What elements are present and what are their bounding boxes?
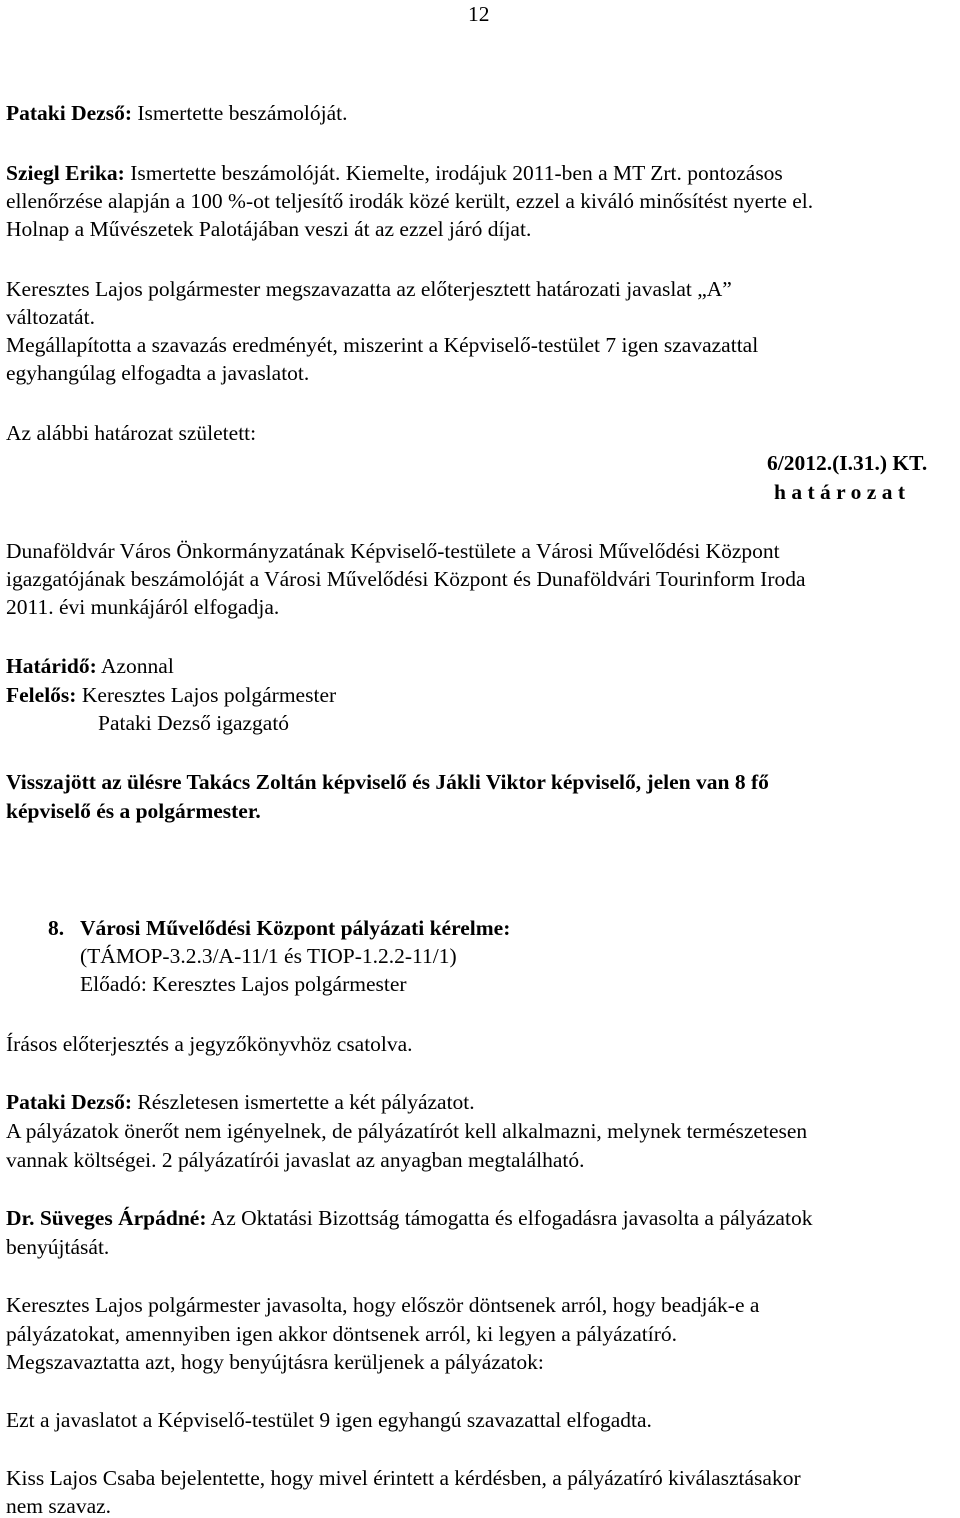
deadline-label: Határidő: — [6, 654, 97, 678]
responsible-line-2: Pataki Dezső igazgató — [98, 711, 290, 735]
paragraph-vote-line-1: Keresztes Lajos polgármester megszavazatta az előterjesztett határozati javaslat „A” — [6, 277, 732, 301]
agenda-item-subtitle: (TÁMOP-3.2.3/A-11/1 és TIOP-1.2.2-11/1) — [80, 944, 457, 968]
paragraph-pataki-detail — [6, 1092, 475, 1114]
resolution-text-line-2: igazgatójának beszámolóját a Városi Művelődési Központ és Dunaföldvári Tourinform Iroda — [6, 567, 806, 591]
responsible-value: Keresztes Lajos polgármester — [76, 683, 337, 707]
paragraph-vote-line-2: változatát. — [6, 305, 95, 329]
resolution-intro: Az alábbi határozat született: — [6, 421, 257, 445]
paragraph-text: Részletesen ismertette a két pályázatot. — [132, 1090, 475, 1114]
page-number: 12 — [468, 2, 490, 26]
paragraph-mayor-line-1: Keresztes Lajos polgármester javasolta, hogy először döntsenek arról, hogy beadják-e a — [6, 1293, 760, 1317]
paragraph-pataki-line-2: A pályázatok önerőt nem igényelnek, de pályázatírót kell alkalmazni, melynek természetesen — [6, 1119, 808, 1143]
paragraph-sziegl-line-2: ellenőrzése alapján a 100 %-ot teljesítő irodák közé került, ezzel a kiváló minősítést nyerte el. — [6, 189, 814, 213]
agenda-item-number: 8. — [48, 916, 65, 940]
speaker-name: Sziegl Erika: — [6, 161, 125, 185]
paragraph-sziegl-line-3: Holnap a Művészetek Palotájában veszi át az ezzel járó díjat. — [6, 217, 532, 241]
paragraph-pataki-line-3: vannak költségei. 2 pályázatírói javaslat az anyagban megtalálható. — [6, 1148, 585, 1172]
paragraph-suveges — [6, 1208, 812, 1230]
speaker-name: Pataki Dezső: — [6, 101, 132, 125]
written-proposal-note: Írásos előterjesztés a jegyzőkönyvhöz csatolva. — [6, 1032, 413, 1056]
paragraph-vote-result: Ezt a javaslatot a Képviselő-testület 9 igen egyhangú szavazattal elfogadta. — [6, 1408, 652, 1432]
notice-line-1: Visszajött az ülésre Takács Zoltán képviselő és Jákli Viktor képviselő, jelen van 8 fő — [6, 770, 769, 794]
paragraph-vote-line-3: Megállapította a szavazás eredményét, miszerint a Képviselő-testület 7 igen szavazattal — [6, 333, 759, 357]
responsible-label: Felelős: — [6, 683, 77, 707]
paragraph-pataki-report — [6, 103, 348, 125]
paragraph-suveges-line-2: benyújtását. — [6, 1235, 110, 1259]
agenda-item-presenter: Előadó: Keresztes Lajos polgármester — [80, 972, 407, 996]
paragraph-text: Ismertette beszámolóját. Kiemelte, irodájuk 2011-ben a MT Zrt. pontozásos — [124, 161, 783, 185]
paragraph-text: Ismertette beszámolóját. — [132, 101, 348, 125]
paragraph-kiss-line-1: Kiss Lajos Csaba bejelentette, hogy mivel érintett a kérdésben, a pályázatíró kiválasztásakor — [6, 1466, 801, 1490]
speaker-name: Dr. Süveges Árpádné: — [6, 1206, 207, 1230]
paragraph-mayor-line-2: pályázatokat, amennyiben igen akkor döntsenek arról, ki legyen a pályázatíró. — [6, 1322, 678, 1346]
paragraph-kiss-line-2: nem szavaz. — [6, 1494, 112, 1518]
resolution-heading: h a t á r o z a t — [774, 480, 905, 504]
paragraph-sziegl-line-1 — [6, 163, 783, 185]
resolution-number: 6/2012.(I.31.) KT. — [767, 451, 928, 475]
paragraph-mayor-line-3: Megszavaztatta azt, hogy benyújtásra kerüljenek a pályázatok: — [6, 1350, 544, 1374]
paragraph-text: Az Oktatási Bizottság támogatta és elfogadásra javasolta a pályázatok — [206, 1206, 813, 1230]
speaker-name: Pataki Dezső: — [6, 1090, 132, 1114]
resolution-text-line-3: 2011. évi munkájáról elfogadja. — [6, 595, 280, 619]
deadline-line — [6, 656, 174, 678]
paragraph-vote-line-4: egyhangúlag elfogadta a javaslatot. — [6, 361, 310, 385]
deadline-value: Azonnal — [96, 654, 174, 678]
resolution-text-line-1-main: Dunaföldvár Város Önkormányzatának Képviselő-testülete a Városi Művelődési Központ — [6, 539, 780, 563]
resolution-text-line-1 — [6, 541, 955, 563]
agenda-item-title: Városi Művelődési Központ pályázati kérelme: — [80, 916, 511, 940]
responsible-line — [6, 685, 336, 707]
notice-line-2: képviselő és a polgármester. — [6, 799, 261, 823]
